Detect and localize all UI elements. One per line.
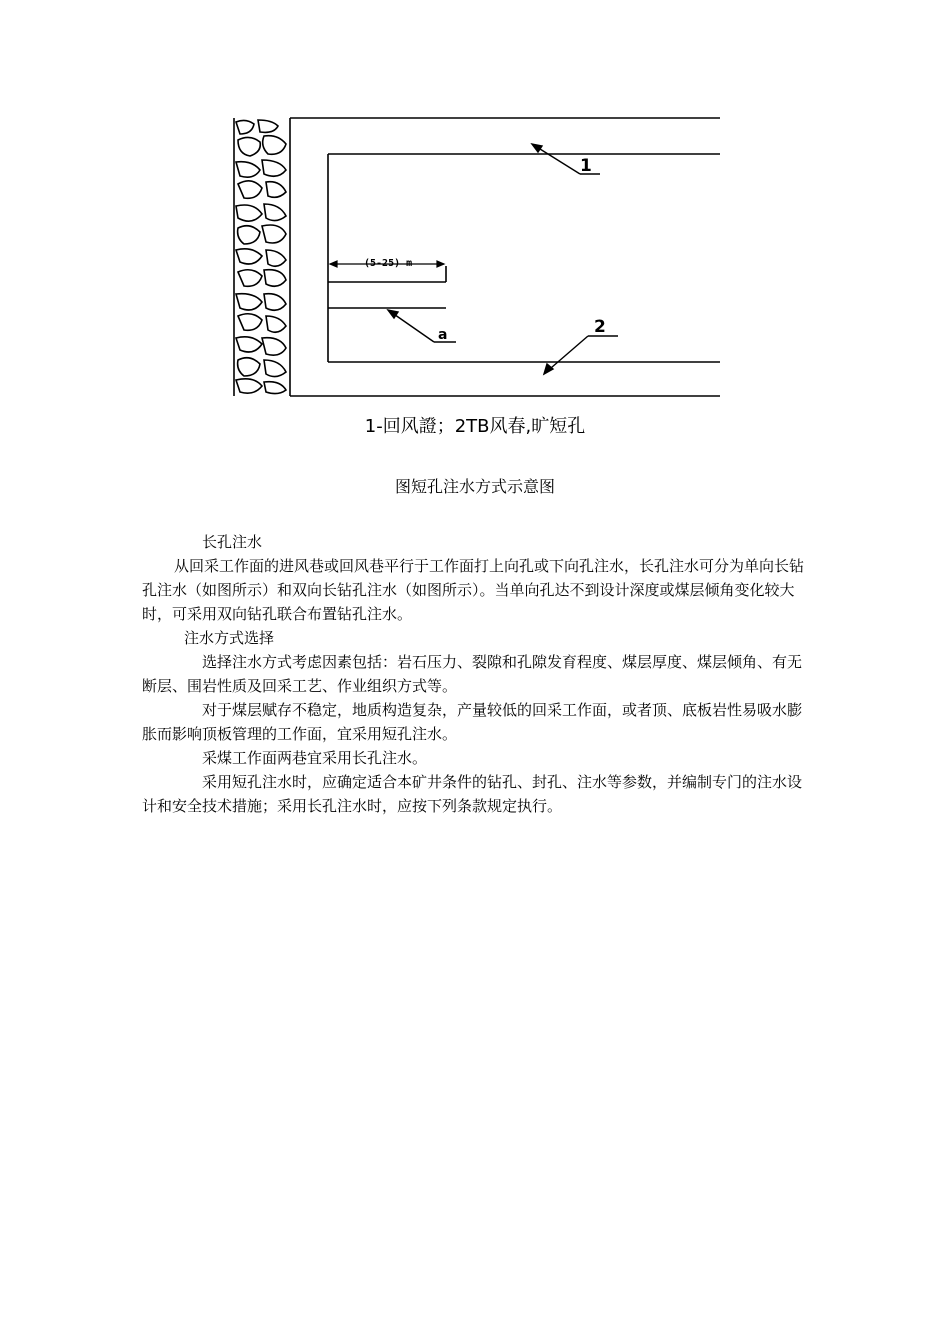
paragraph-parameters: 采用短孔注水时，应确定适合本矿井条件的钻孔、封孔、注水等参数，并编制专门的注水设计和安全技术措施；采用长孔注水时，应按下列条款规定执行。: [142, 773, 803, 815]
heading-method-selection: 注水方式选择: [184, 629, 275, 647]
roadway-lines: [290, 118, 720, 396]
label-2: 2: [594, 317, 606, 337]
dimension-label: (5-25) m: [364, 258, 413, 269]
document-body: [142, 530, 810, 818]
paragraph-short-hole-conditions: 对于煤层赋存不稳定，地质构造复杂，产量较低的回采工作面，或者顶、底板岩性易吸水膨胀而影响顶板管理的工作面，宜采用短孔注水。: [142, 701, 803, 743]
paragraph-two-roadways: 采煤工作面两巷宜采用长孔注水。: [202, 749, 428, 767]
paragraph-long-hole: 从回采工作面的进风巷或回风巷平行于工作面打上向孔或下向孔注水，长孔注水可分为单向长钻孔注水（如图所示）和双向长钻孔注水（如图所示）。当单向孔达不到设计深度或煤层倾角变化较大时，可采用双向钻孔联合布置钻孔注水。: [142, 557, 805, 623]
short-hole-diagram: [232, 116, 720, 398]
heading-long-hole: 长孔注水: [202, 533, 263, 551]
leader-2: [544, 336, 618, 374]
label-a: a: [438, 327, 448, 343]
figure-legend: 1-回风證；2TB风春,旷短孔: [364, 416, 586, 437]
label-1: 1: [580, 156, 592, 176]
short-holes: [328, 266, 446, 308]
rock-strip: [234, 118, 290, 396]
diagram-svg: [232, 116, 720, 398]
paragraph-factors: 选择注水方式考虑因素包括：岩石压力、裂隙和孔隙发育程度、煤层厚度、煤层倾角、有无断层、围岩性质及回采工艺、作业组织方式等。: [142, 653, 803, 695]
figure-caption: 图短孔注水方式示意图: [394, 477, 555, 496]
